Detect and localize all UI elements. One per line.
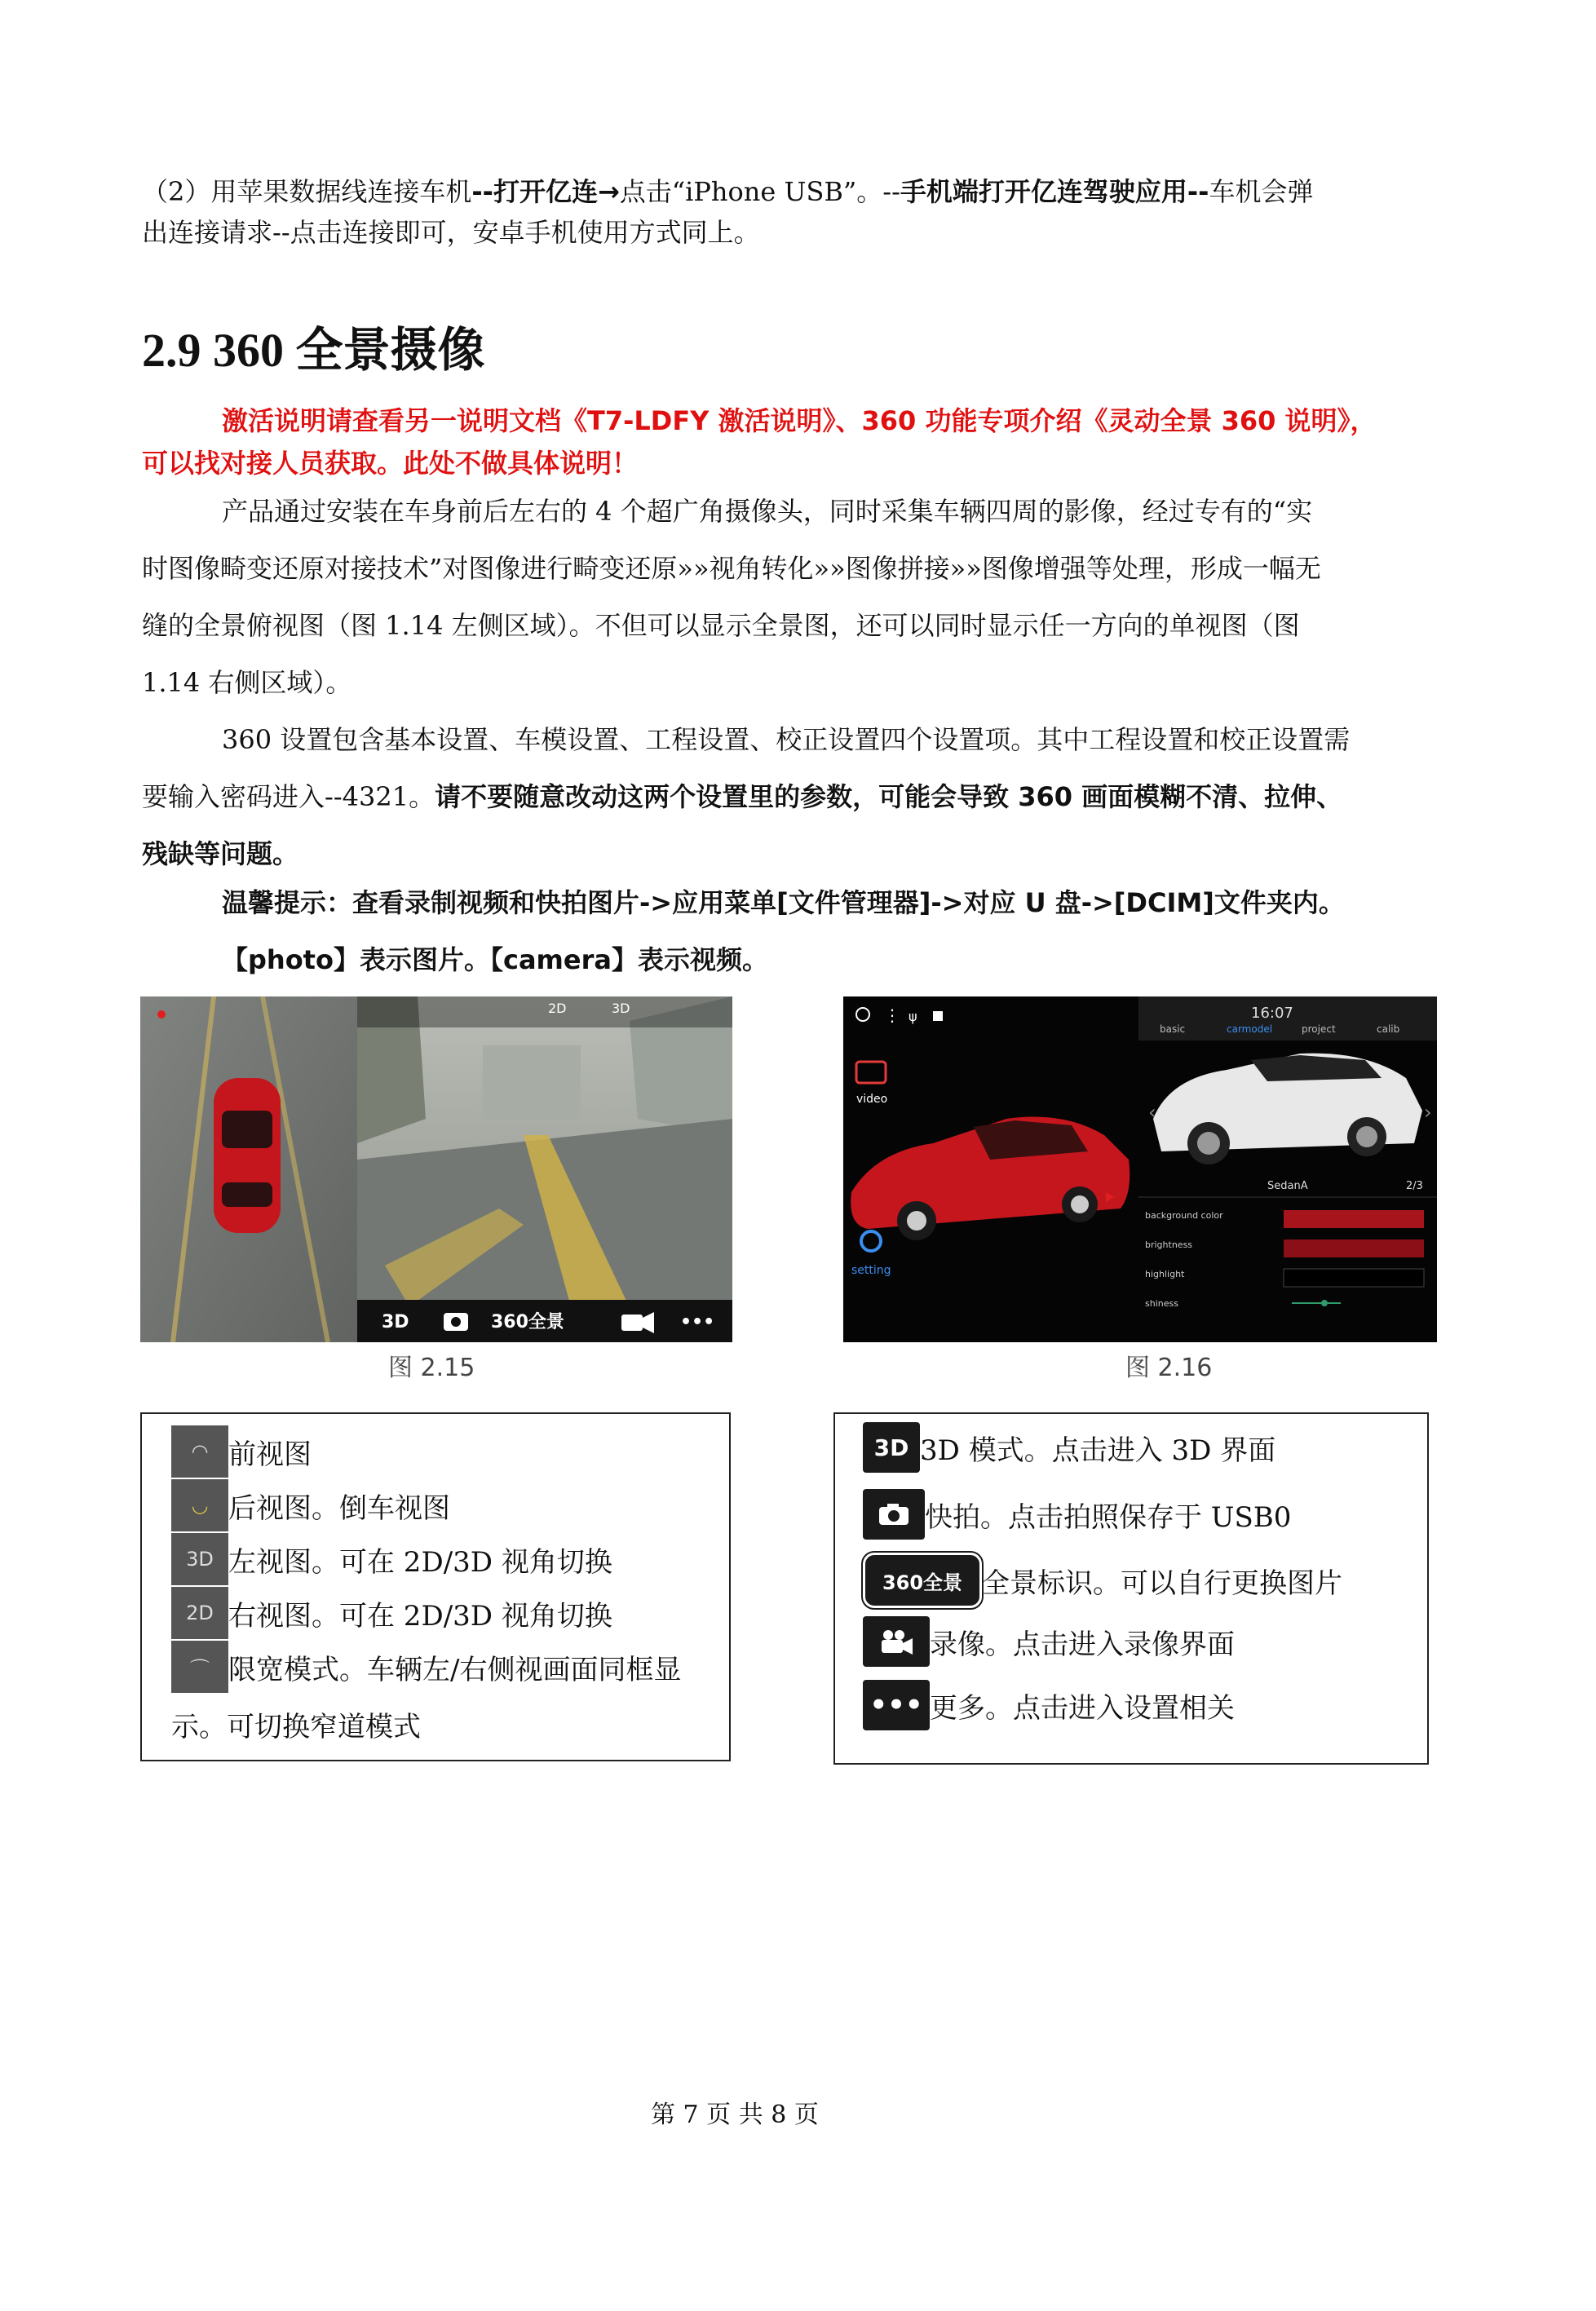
legend-photo: 【photo】 (222, 944, 360, 975)
view-item-rear-text: 后视图。倒车视图 (228, 1491, 450, 1525)
page-footer: 第 7 页 共 8 页 (651, 2101, 819, 2129)
view-item-right (171, 1587, 612, 1639)
svg-text:‹: ‹ (1148, 1101, 1156, 1124)
mode-item-record (863, 1616, 1235, 1667)
view-item-rear (171, 1479, 450, 1531)
notice-line-2: 可以找对接人员获取。此处不做具体说明！ (142, 448, 639, 479)
tab-carmodel: carmodel (1227, 1023, 1273, 1035)
panorama-screenshot (140, 996, 732, 1342)
tab-project: project (1302, 1023, 1336, 1035)
360-logo-icon: 360全景 (863, 1553, 982, 1608)
body-paragraph-2 (142, 711, 1350, 882)
p1-line-1: 产品通过安装在车身前后左右的 4 个超广角摄像头，同时采集车辆四周的影像，经过专有的“实 (222, 496, 1313, 527)
more-icon: ••• (863, 1680, 930, 1730)
notice-line-1: 激活说明请查看另一说明文档《T7-LDFY 激活说明》、360 功能专项介绍《灵动全景 360 说明》， (222, 405, 1377, 436)
intro-text-3: 车机会弹 (1209, 176, 1314, 207)
status-time: 16:07 (1251, 1005, 1293, 1022)
mode-item-snapshot (863, 1489, 1291, 1540)
tab-basic: basic (1160, 1023, 1186, 1035)
camera-icon (863, 1489, 925, 1540)
front-view-icon: ◠ (171, 1425, 228, 1478)
intro-bold-2: 手机端打开亿连驾驶应用-- (900, 176, 1209, 207)
3d-icon: 3D (863, 1422, 920, 1473)
toolbar-camera-icon (444, 1313, 468, 1331)
legend-photo-desc: 表示图片。 (359, 944, 490, 975)
p2-warning: 请不要随意改动这两个设置里的参数，可能会导致 360 画面模糊不清、拉伸、 (435, 781, 1343, 812)
tab-calib: calib (1377, 1023, 1400, 1035)
svg-text:ψ: ψ (909, 1009, 917, 1024)
view-item-right-text: 右视图。可在 2D/3D 视角切换 (228, 1599, 612, 1633)
mode-item-3d (863, 1422, 1275, 1473)
bg-color-swatch (1284, 1210, 1424, 1228)
svg-text:›: › (1424, 1101, 1432, 1124)
badge-3d: 3D (612, 1001, 630, 1016)
brightness-swatch (1284, 1239, 1424, 1257)
view-item-front (171, 1425, 312, 1478)
legend-line (222, 939, 768, 977)
toolbar-3d: 3D (382, 1312, 409, 1332)
mode-legend-box (833, 1412, 1429, 1765)
section-title: 2.9 360 全景摄像 (142, 324, 485, 377)
toolbar-video-icon (621, 1312, 654, 1333)
svg-text:⋮: ⋮ (884, 1005, 900, 1025)
figure-2-15 (140, 996, 732, 1342)
figure-2-16-caption: 图 2.16 (1125, 1354, 1213, 1382)
intro-line-2: 出连接请求--点击连接即可，安卓手机使用方式同上。 (142, 217, 760, 248)
rear-view-icon: ◡ (171, 1479, 228, 1531)
figure-2-15-caption: 图 2.15 (388, 1354, 475, 1382)
p2-line-3: 残缺等问题。 (142, 838, 299, 869)
intro-text-1: （2）用苹果数据线连接车机 (142, 176, 472, 207)
p1-line-3: 缝的全景俯视图（图 1.14 左侧区域）。不但可以显示全景图，还可以同时显示任一方向的单视图（图 (142, 610, 1300, 641)
legend-camera: 【camera】 (489, 944, 638, 975)
body-paragraph-1 (142, 483, 1321, 711)
toolbar-360: 360全景 (491, 1312, 564, 1332)
width-limit-icon: ⌒ (171, 1641, 228, 1693)
model-page: 2/3 (1406, 1180, 1423, 1192)
activation-notice (142, 400, 1377, 484)
p2-line-2a: 要输入密码进入--4321。 (142, 781, 435, 812)
p1-line-2: 时图像畸变还原对接技术”对图像进行畸变还原»»视角转化»»图像拼接»»图像增强等处理，形成一幅无 (142, 553, 1321, 584)
mode-item-snapshot-text: 快拍。点击拍照保存于 USB0 (925, 1500, 1292, 1534)
view-legend-box (140, 1412, 731, 1761)
left-view-icon: 3D (171, 1533, 228, 1585)
highlight-swatch (1284, 1269, 1424, 1287)
mode-item-more-text: 更多。点击进入设置相关 (930, 1691, 1235, 1725)
view-item-front-text: 前视图 (228, 1438, 312, 1471)
setting-shiness: shiness (1145, 1298, 1178, 1309)
setting-highlight: highlight (1145, 1269, 1185, 1279)
mode-item-360 (863, 1553, 1342, 1608)
tip-line: 温馨提示：查看录制视频和快拍图片->应用菜单[文件管理器]->对应 U 盘->[DCIM]文件夹内。 (222, 887, 1345, 918)
toolbar-more: ••• (680, 1312, 715, 1332)
p1-line-4: 1.14 右侧区域）。 (142, 667, 352, 698)
carmodel-screenshot (843, 996, 1437, 1342)
car-top-view (214, 1078, 281, 1233)
mode-item-3d-text: 3D 模式。点击进入 3D 界面 (920, 1434, 1276, 1467)
view-item-left-text: 左视图。可在 2D/3D 视角切换 (228, 1545, 612, 1579)
mode-item-record-text: 录像。点击进入录像界面 (930, 1628, 1235, 1661)
mode-item-360-text: 全景标识。可以自行更换图片 (982, 1566, 1342, 1600)
setting-bg-color: background color (1145, 1210, 1223, 1221)
view-item-width-limit (171, 1641, 681, 1693)
badge-2d: 2D (548, 1001, 567, 1016)
intro-bold-1: --打开亿连→ (471, 176, 620, 207)
view-item-width-limit-text: 限宽模式。车辆左/右侧视画面同框显 (228, 1653, 682, 1686)
intro-paragraph (142, 171, 1463, 253)
p2-line-1: 360 设置包含基本设置、车模设置、工程设置、校正设置四个设置项。其中工程设置和校正设置需 (222, 724, 1351, 755)
setting-brightness: brightness (1145, 1239, 1193, 1250)
side-video: video (856, 1093, 888, 1106)
view-item-wrap: 示。可切换窄道模式 (171, 1711, 421, 1743)
intro-text-2: 点击“iPhone USB”。-- (619, 176, 900, 207)
model-name: SedanA (1267, 1180, 1308, 1192)
legend-camera-desc: 表示视频。 (637, 944, 768, 975)
figure-2-16 (843, 996, 1437, 1342)
record-indicator (157, 1010, 166, 1019)
mode-item-more (863, 1680, 1235, 1730)
view-item-left (171, 1533, 612, 1585)
video-camera-icon (863, 1616, 930, 1667)
right-view-icon: 2D (171, 1587, 228, 1639)
side-setting: setting (851, 1264, 891, 1277)
